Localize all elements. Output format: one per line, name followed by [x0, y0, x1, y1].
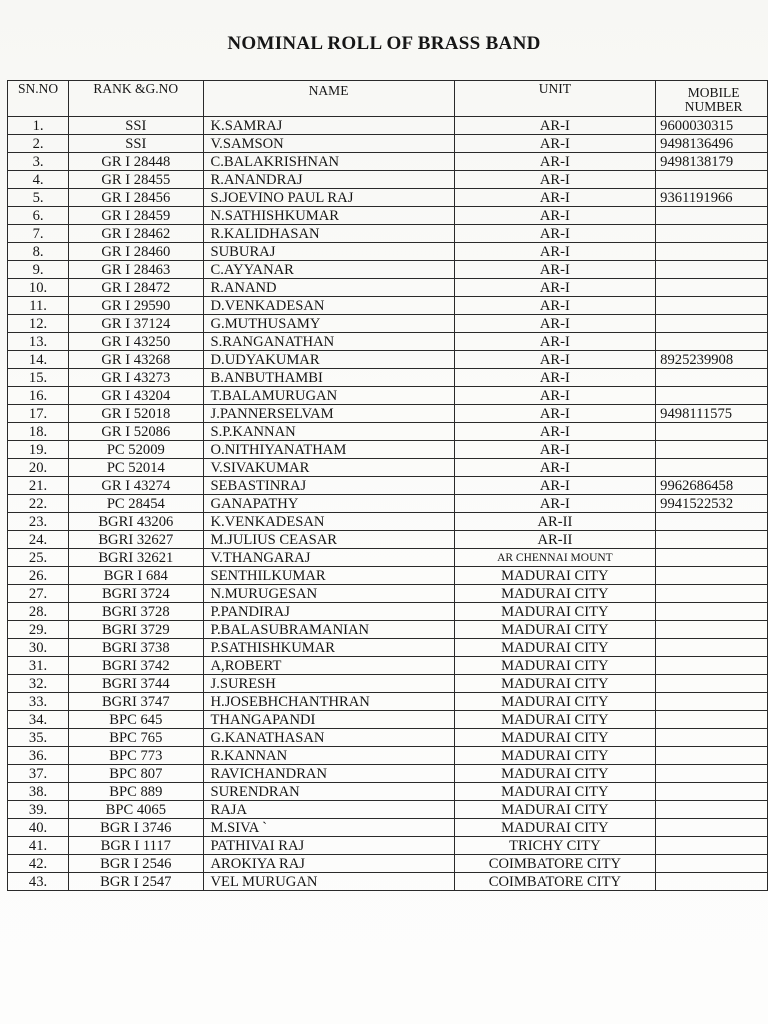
- cell-unit: AR-I: [454, 351, 656, 369]
- cell-name: S.JOEVINO PAUL RAJ: [203, 189, 454, 207]
- cell-mobile: 9962686458: [656, 477, 768, 495]
- column-header-rank: RANK &G.NO: [69, 81, 203, 117]
- table-row: [8, 243, 768, 261]
- table-row: [8, 819, 768, 837]
- cell-name: M.JULIUS CEASAR: [203, 531, 454, 549]
- cell-mobile: [656, 549, 768, 567]
- cell-mobile: 9498138179: [656, 153, 768, 171]
- cell-unit: AR-I: [454, 423, 656, 441]
- cell-unit: MADURAI CITY: [454, 747, 656, 765]
- cell-rank: GR I 28460: [69, 243, 203, 261]
- cell-name: D.UDYAKUMAR: [203, 351, 454, 369]
- cell-sn: 18.: [8, 423, 69, 441]
- table-row: [8, 387, 768, 405]
- cell-unit: MADURAI CITY: [454, 819, 656, 837]
- cell-sn: 4.: [8, 171, 69, 189]
- cell-rank: GR I 28459: [69, 207, 203, 225]
- cell-name: V.SAMSON: [203, 135, 454, 153]
- cell-unit: AR-I: [454, 405, 656, 423]
- cell-unit: AR-I: [454, 189, 656, 207]
- cell-mobile: [656, 675, 768, 693]
- cell-unit: AR-I: [454, 315, 656, 333]
- cell-sn: 39.: [8, 801, 69, 819]
- cell-name: J.PANNERSELVAM: [203, 405, 454, 423]
- table-row: [8, 639, 768, 657]
- table-row: [8, 693, 768, 711]
- cell-sn: 21.: [8, 477, 69, 495]
- table-row: [8, 171, 768, 189]
- cell-mobile: [656, 207, 768, 225]
- cell-mobile: [656, 279, 768, 297]
- column-header-sn: SN.NO: [8, 81, 69, 117]
- cell-name: RAVICHANDRAN: [203, 765, 454, 783]
- cell-rank: GR I 52018: [69, 405, 203, 423]
- cell-mobile: [656, 747, 768, 765]
- table-row: [8, 405, 768, 423]
- cell-unit: AR-I: [454, 495, 656, 513]
- cell-name: RAJA: [203, 801, 454, 819]
- cell-sn: 41.: [8, 837, 69, 855]
- cell-mobile: 9941522532: [656, 495, 768, 513]
- table-row: [8, 207, 768, 225]
- cell-name: R.ANAND: [203, 279, 454, 297]
- cell-rank: SSI: [69, 135, 203, 153]
- cell-name: B.ANBUTHAMBI: [203, 369, 454, 387]
- cell-sn: 43.: [8, 873, 69, 891]
- table-row: [8, 855, 768, 873]
- cell-name: G.KANATHASAN: [203, 729, 454, 747]
- table-row: [8, 477, 768, 495]
- cell-rank: BGRI 3738: [69, 639, 203, 657]
- cell-sn: 7.: [8, 225, 69, 243]
- cell-mobile: [656, 603, 768, 621]
- cell-sn: 27.: [8, 585, 69, 603]
- cell-unit: AR-I: [454, 135, 656, 153]
- table-row: [8, 747, 768, 765]
- cell-rank: BGRI 3729: [69, 621, 203, 639]
- cell-sn: 40.: [8, 819, 69, 837]
- cell-name: V.SIVAKUMAR: [203, 459, 454, 477]
- cell-rank: BGRI 43206: [69, 513, 203, 531]
- cell-rank: GR I 52086: [69, 423, 203, 441]
- cell-mobile: 9361191966: [656, 189, 768, 207]
- cell-unit: AR-I: [454, 225, 656, 243]
- cell-mobile: [656, 225, 768, 243]
- cell-mobile: [656, 531, 768, 549]
- cell-unit: MADURAI CITY: [454, 729, 656, 747]
- table-row: [8, 531, 768, 549]
- cell-name: T.BALAMURUGAN: [203, 387, 454, 405]
- cell-name: R.ANANDRAJ: [203, 171, 454, 189]
- cell-name: N.SATHISHKUMAR: [203, 207, 454, 225]
- cell-name: A,ROBERT: [203, 657, 454, 675]
- cell-rank: GR I 28448: [69, 153, 203, 171]
- table-row: [8, 261, 768, 279]
- cell-mobile: [656, 837, 768, 855]
- cell-sn: 23.: [8, 513, 69, 531]
- cell-sn: 20.: [8, 459, 69, 477]
- cell-rank: BGR I 2546: [69, 855, 203, 873]
- cell-mobile: [656, 243, 768, 261]
- cell-rank: GR I 43204: [69, 387, 203, 405]
- cell-rank: BGRI 3742: [69, 657, 203, 675]
- cell-mobile: [656, 297, 768, 315]
- cell-rank: BGRI 3747: [69, 693, 203, 711]
- table-row: [8, 837, 768, 855]
- cell-rank: BGRI 32627: [69, 531, 203, 549]
- cell-unit: AR-I: [454, 279, 656, 297]
- cell-unit: AR-I: [454, 171, 656, 189]
- cell-rank: GR I 29590: [69, 297, 203, 315]
- cell-unit: MADURAI CITY: [454, 693, 656, 711]
- cell-mobile: [656, 423, 768, 441]
- cell-rank: PC 52009: [69, 441, 203, 459]
- cell-rank: BPC 645: [69, 711, 203, 729]
- cell-sn: 38.: [8, 783, 69, 801]
- nominal-roll-table: [7, 80, 768, 891]
- cell-unit: MADURAI CITY: [454, 711, 656, 729]
- cell-rank: GR I 28462: [69, 225, 203, 243]
- cell-name: SENTHILKUMAR: [203, 567, 454, 585]
- table-row: [8, 351, 768, 369]
- cell-name: N.MURUGESAN: [203, 585, 454, 603]
- cell-rank: BPC 4065: [69, 801, 203, 819]
- cell-unit: AR-I: [454, 117, 656, 135]
- cell-sn: 3.: [8, 153, 69, 171]
- cell-name: J.SURESH: [203, 675, 454, 693]
- cell-sn: 33.: [8, 693, 69, 711]
- cell-mobile: [656, 585, 768, 603]
- cell-mobile: [656, 441, 768, 459]
- cell-name: K.SAMRAJ: [203, 117, 454, 135]
- cell-name: D.VENKADESAN: [203, 297, 454, 315]
- cell-rank: BPC 773: [69, 747, 203, 765]
- cell-sn: 2.: [8, 135, 69, 153]
- cell-sn: 8.: [8, 243, 69, 261]
- cell-mobile: [656, 711, 768, 729]
- cell-unit: MADURAI CITY: [454, 801, 656, 819]
- cell-sn: 14.: [8, 351, 69, 369]
- cell-unit: MADURAI CITY: [454, 765, 656, 783]
- cell-name: P.PANDIRAJ: [203, 603, 454, 621]
- cell-sn: 11.: [8, 297, 69, 315]
- cell-sn: 22.: [8, 495, 69, 513]
- table-row: [8, 369, 768, 387]
- cell-unit: MADURAI CITY: [454, 567, 656, 585]
- cell-mobile: [656, 459, 768, 477]
- table-row: [8, 297, 768, 315]
- table-row: [8, 657, 768, 675]
- cell-sn: 6.: [8, 207, 69, 225]
- cell-mobile: [656, 387, 768, 405]
- cell-unit: MADURAI CITY: [454, 675, 656, 693]
- cell-unit: AR-I: [454, 441, 656, 459]
- cell-name: H.JOSEBHCHANTHRAN: [203, 693, 454, 711]
- cell-sn: 12.: [8, 315, 69, 333]
- cell-unit: AR-I: [454, 459, 656, 477]
- table-row: [8, 153, 768, 171]
- cell-rank: PC 52014: [69, 459, 203, 477]
- table-row: [8, 621, 768, 639]
- cell-mobile: [656, 855, 768, 873]
- table-row: [8, 567, 768, 585]
- cell-rank: GR I 43273: [69, 369, 203, 387]
- cell-rank: GR I 28472: [69, 279, 203, 297]
- table-row: [8, 441, 768, 459]
- cell-mobile: [656, 873, 768, 891]
- table-row: [8, 801, 768, 819]
- cell-sn: 19.: [8, 441, 69, 459]
- cell-rank: BGRI 3724: [69, 585, 203, 603]
- cell-sn: 30.: [8, 639, 69, 657]
- cell-sn: 10.: [8, 279, 69, 297]
- cell-mobile: [656, 333, 768, 351]
- cell-name: G.MUTHUSAMY: [203, 315, 454, 333]
- table-row: [8, 495, 768, 513]
- cell-unit: COIMBATORE CITY: [454, 873, 656, 891]
- cell-unit: MADURAI CITY: [454, 585, 656, 603]
- table-row: [8, 783, 768, 801]
- cell-mobile: [656, 657, 768, 675]
- cell-unit: MADURAI CITY: [454, 603, 656, 621]
- cell-sn: 16.: [8, 387, 69, 405]
- cell-rank: PC 28454: [69, 495, 203, 513]
- table-row: [8, 729, 768, 747]
- cell-sn: 32.: [8, 675, 69, 693]
- cell-name: K.VENKADESAN: [203, 513, 454, 531]
- cell-sn: 35.: [8, 729, 69, 747]
- cell-sn: 31.: [8, 657, 69, 675]
- table-row: [8, 117, 768, 135]
- cell-mobile: [656, 819, 768, 837]
- cell-unit: MADURAI CITY: [454, 639, 656, 657]
- cell-unit: AR-I: [454, 477, 656, 495]
- cell-mobile: [656, 801, 768, 819]
- cell-mobile: [656, 639, 768, 657]
- cell-rank: GR I 28455: [69, 171, 203, 189]
- cell-name: AROKIYA RAJ: [203, 855, 454, 873]
- document-title: NOMINAL ROLL OF BRASS BAND: [227, 33, 541, 54]
- cell-rank: SSI: [69, 117, 203, 135]
- cell-unit: AR-I: [454, 243, 656, 261]
- cell-sn: 13.: [8, 333, 69, 351]
- cell-name: M.SIVA `: [203, 819, 454, 837]
- cell-mobile: [656, 315, 768, 333]
- cell-unit: AR-I: [454, 369, 656, 387]
- cell-mobile: 9498111575: [656, 405, 768, 423]
- cell-name: SUBURAJ: [203, 243, 454, 261]
- table-row: [8, 765, 768, 783]
- cell-sn: 26.: [8, 567, 69, 585]
- cell-sn: 5.: [8, 189, 69, 207]
- table-row: [8, 459, 768, 477]
- table-body: [8, 117, 768, 891]
- cell-name: THANGAPANDI: [203, 711, 454, 729]
- cell-sn: 9.: [8, 261, 69, 279]
- cell-rank: GR I 37124: [69, 315, 203, 333]
- cell-sn: 28.: [8, 603, 69, 621]
- cell-rank: BGR I 684: [69, 567, 203, 585]
- cell-sn: 24.: [8, 531, 69, 549]
- cell-sn: 25.: [8, 549, 69, 567]
- table-row: [8, 513, 768, 531]
- cell-unit: AR-II: [454, 531, 656, 549]
- cell-rank: BPC 807: [69, 765, 203, 783]
- table-row: [8, 315, 768, 333]
- cell-mobile: [656, 513, 768, 531]
- cell-name: SURENDRAN: [203, 783, 454, 801]
- cell-rank: BGR I 1117: [69, 837, 203, 855]
- cell-sn: 34.: [8, 711, 69, 729]
- cell-unit: AR-I: [454, 261, 656, 279]
- cell-sn: 42.: [8, 855, 69, 873]
- cell-rank: BGR I 2547: [69, 873, 203, 891]
- cell-rank: BGRI 3744: [69, 675, 203, 693]
- column-header-mobile: MOBILE NUMBER: [656, 81, 768, 117]
- cell-unit: MADURAI CITY: [454, 783, 656, 801]
- cell-unit: COIMBATORE CITY: [454, 855, 656, 873]
- cell-unit: TRICHY CITY: [454, 837, 656, 855]
- cell-unit: AR-I: [454, 153, 656, 171]
- cell-mobile: [656, 729, 768, 747]
- cell-name: VEL MURUGAN: [203, 873, 454, 891]
- cell-sn: 1.: [8, 117, 69, 135]
- cell-sn: 37.: [8, 765, 69, 783]
- cell-mobile: [656, 567, 768, 585]
- table-row: [8, 873, 768, 891]
- cell-rank: BPC 765: [69, 729, 203, 747]
- cell-rank: GR I 28456: [69, 189, 203, 207]
- cell-sn: 29.: [8, 621, 69, 639]
- table-row: [8, 675, 768, 693]
- table-header-row: [8, 81, 768, 117]
- cell-mobile: 8925239908: [656, 351, 768, 369]
- cell-name: C.AYYANAR: [203, 261, 454, 279]
- table-row: [8, 585, 768, 603]
- table-row: [8, 135, 768, 153]
- cell-mobile: [656, 783, 768, 801]
- cell-unit: MADURAI CITY: [454, 621, 656, 639]
- cell-rank: GR I 43274: [69, 477, 203, 495]
- cell-mobile: [656, 369, 768, 387]
- cell-sn: 36.: [8, 747, 69, 765]
- cell-name: SEBASTINRAJ: [203, 477, 454, 495]
- cell-mobile: [656, 693, 768, 711]
- cell-rank: BGRI 3728: [69, 603, 203, 621]
- cell-unit: AR-I: [454, 333, 656, 351]
- cell-sn: 15.: [8, 369, 69, 387]
- cell-unit: MADURAI CITY: [454, 657, 656, 675]
- cell-name: S.P.KANNAN: [203, 423, 454, 441]
- cell-name: C.BALAKRISHNAN: [203, 153, 454, 171]
- cell-name: O.NITHIYANATHAM: [203, 441, 454, 459]
- cell-name: R.KALIDHASAN: [203, 225, 454, 243]
- cell-name: R.KANNAN: [203, 747, 454, 765]
- table-row: [8, 549, 768, 567]
- cell-rank: GR I 43268: [69, 351, 203, 369]
- cell-mobile: [656, 261, 768, 279]
- cell-unit: AR-II: [454, 513, 656, 531]
- cell-unit: AR-I: [454, 387, 656, 405]
- table-row: [8, 711, 768, 729]
- cell-mobile: 9498136496: [656, 135, 768, 153]
- table-row: [8, 603, 768, 621]
- table-row: [8, 333, 768, 351]
- cell-rank: GR I 28463: [69, 261, 203, 279]
- table-row: [8, 279, 768, 297]
- cell-mobile: [656, 621, 768, 639]
- cell-name: S.RANGANATHAN: [203, 333, 454, 351]
- cell-rank: BGRI 32621: [69, 549, 203, 567]
- cell-unit: AR-I: [454, 207, 656, 225]
- cell-mobile: 9600030315: [656, 117, 768, 135]
- cell-name: PATHIVAI RAJ: [203, 837, 454, 855]
- cell-unit: AR CHENNAI MOUNT: [454, 549, 656, 567]
- cell-mobile: [656, 171, 768, 189]
- column-header-unit: UNIT: [454, 81, 656, 117]
- cell-rank: BPC 889: [69, 783, 203, 801]
- cell-sn: 17.: [8, 405, 69, 423]
- table-row: [8, 189, 768, 207]
- cell-name: V.THANGARAJ: [203, 549, 454, 567]
- cell-mobile: [656, 765, 768, 783]
- column-header-name: NAME: [203, 81, 454, 117]
- cell-unit: AR-I: [454, 297, 656, 315]
- cell-rank: GR I 43250: [69, 333, 203, 351]
- cell-name: P.BALASUBRAMANIAN: [203, 621, 454, 639]
- table-row: [8, 225, 768, 243]
- cell-rank: BGR I 3746: [69, 819, 203, 837]
- table-row: [8, 423, 768, 441]
- cell-name: GANAPATHY: [203, 495, 454, 513]
- cell-name: P.SATHISHKUMAR: [203, 639, 454, 657]
